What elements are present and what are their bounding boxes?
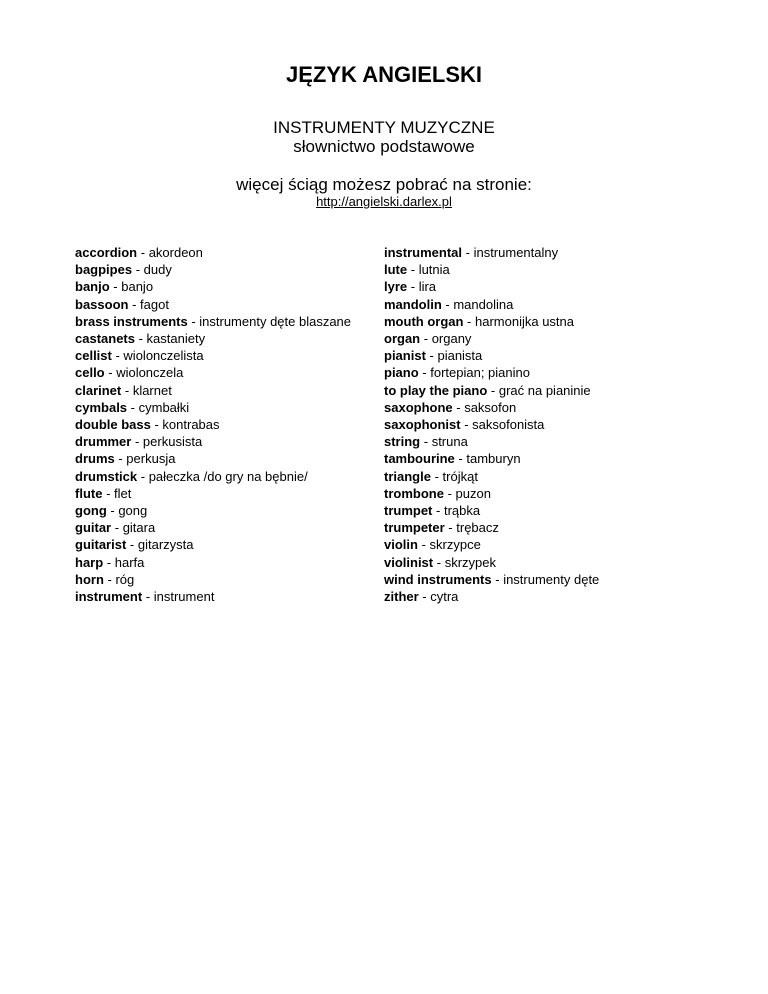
- polish-translation: skrzypek: [444, 554, 496, 570]
- english-term: drummer: [75, 434, 132, 450]
- polish-translation: tamburyn: [466, 451, 521, 467]
- english-term: zither: [384, 589, 419, 605]
- term-separator: -: [132, 262, 144, 278]
- vocabulary-entry: [75, 399, 351, 416]
- term-separator: -: [134, 331, 147, 347]
- vocabulary-entry: [384, 502, 599, 519]
- vocabulary-entry: [384, 485, 599, 502]
- polish-translation: cytra: [430, 589, 459, 605]
- polish-translation: flet: [114, 485, 132, 501]
- english-term: accordion: [75, 245, 138, 260]
- english-term: saxophone: [384, 399, 453, 415]
- vocabulary-column-right: [384, 244, 599, 605]
- vocabulary-entry: [384, 278, 599, 295]
- polish-translation: perkusista: [142, 434, 203, 450]
- term-separator: -: [131, 434, 143, 450]
- term-separator: -: [111, 348, 124, 364]
- polish-translation: harmonijka ustna: [475, 313, 574, 329]
- polish-translation: perkusja: [126, 451, 176, 467]
- vocabulary-entry: [384, 588, 599, 605]
- vocabulary-entry: [75, 330, 351, 347]
- polish-translation: skrzypce: [429, 537, 481, 553]
- vocabulary-entry: [75, 347, 351, 364]
- polish-translation: trójkąt: [442, 468, 478, 484]
- vocabulary-column-left: [75, 244, 351, 605]
- english-term: saxophonist: [384, 417, 461, 433]
- term-separator: -: [109, 279, 122, 295]
- term-separator: -: [407, 279, 419, 295]
- term-separator: -: [420, 331, 432, 347]
- english-term: violin: [384, 537, 418, 553]
- english-term: gong: [75, 503, 107, 519]
- polish-translation: lira: [418, 279, 437, 295]
- english-term: harp: [75, 554, 104, 570]
- polish-translation: gitarzysta: [137, 537, 194, 553]
- term-separator: -: [137, 468, 149, 484]
- vocabulary-entry: [75, 244, 351, 261]
- term-separator: -: [127, 399, 139, 415]
- vocabulary-entry: [75, 450, 351, 467]
- term-separator: -: [126, 537, 138, 553]
- vocabulary-entry: [384, 571, 599, 588]
- term-separator: -: [487, 382, 499, 398]
- polish-translation: banjo: [121, 279, 154, 295]
- polish-translation: klarnet: [132, 382, 172, 398]
- polish-translation: gong: [118, 503, 148, 519]
- polish-translation: mandolina: [453, 296, 514, 312]
- term-separator: -: [103, 571, 116, 587]
- english-term: piano: [384, 365, 419, 381]
- english-term: instrumental: [384, 245, 463, 260]
- english-term: clarinet: [75, 382, 122, 398]
- polish-translation: trąbka: [443, 503, 481, 519]
- term-separator: -: [142, 589, 154, 605]
- vocabulary-entry: [75, 364, 351, 381]
- english-term: bagpipes: [75, 262, 133, 278]
- vocabulary-entry: [75, 485, 351, 502]
- english-term: lute: [384, 262, 408, 278]
- english-term: cellist: [75, 348, 112, 364]
- vocabulary-entry: [75, 519, 351, 536]
- english-term: castanets: [75, 331, 135, 347]
- vocabulary-entry: [384, 554, 599, 571]
- term-separator: -: [452, 399, 465, 415]
- term-separator: -: [128, 296, 141, 312]
- polish-translation: struna: [431, 434, 468, 450]
- polish-translation: róg: [115, 571, 135, 587]
- polish-translation: puzon: [455, 485, 491, 501]
- vocabulary-entry: [384, 450, 599, 467]
- polish-translation: instrument: [153, 589, 215, 605]
- english-term: horn: [75, 571, 104, 587]
- term-separator: -: [463, 313, 475, 329]
- topic-subheading: słownictwo podstawowe: [293, 137, 475, 156]
- english-term: tambourine: [384, 451, 455, 467]
- polish-translation: organy: [431, 331, 472, 347]
- vocabulary-entry: [75, 502, 351, 519]
- term-separator: -: [430, 468, 443, 484]
- vocabulary-entry: [384, 468, 599, 485]
- term-separator: -: [432, 503, 444, 519]
- polish-translation: lutnia: [418, 262, 450, 278]
- english-term: lyre: [384, 279, 408, 295]
- term-separator: -: [121, 382, 133, 398]
- english-term: to play the piano: [384, 382, 488, 398]
- english-term: cello: [75, 365, 105, 381]
- polish-translation: instrumenty dęte: [503, 571, 600, 587]
- polish-translation: fagot: [140, 296, 169, 312]
- term-separator: -: [187, 313, 200, 329]
- vocabulary-entry: [384, 416, 599, 433]
- polish-translation: fortepian; pianino: [430, 365, 530, 381]
- term-separator: -: [454, 451, 467, 467]
- term-separator: -: [150, 417, 163, 433]
- term-separator: -: [441, 296, 454, 312]
- vocabulary-entry: [384, 244, 599, 261]
- english-term: wind instruments: [384, 571, 492, 587]
- vocabulary-entry: [75, 588, 351, 605]
- vocabulary-entry: [384, 536, 599, 553]
- term-separator: -: [111, 520, 123, 536]
- vocabulary-entry: [384, 296, 599, 313]
- term-separator: -: [460, 417, 473, 433]
- polish-translation: cymbałki: [138, 399, 190, 415]
- polish-translation: instrumentalny: [473, 245, 559, 260]
- english-term: violinist: [384, 554, 434, 570]
- vocabulary-entry: [75, 433, 351, 450]
- vocabulary-entry: [75, 382, 351, 399]
- english-term: double bass: [75, 417, 151, 433]
- term-separator: -: [137, 245, 149, 260]
- english-term: mouth organ: [384, 313, 464, 329]
- term-separator: -: [443, 485, 456, 501]
- term-separator: -: [407, 262, 419, 278]
- english-term: flute: [75, 485, 103, 501]
- term-separator: -: [433, 554, 445, 570]
- term-separator: -: [103, 554, 115, 570]
- vocabulary-entry: [75, 571, 351, 588]
- vocabulary-entry: [75, 468, 351, 485]
- english-term: guitarist: [75, 537, 127, 553]
- term-separator: -: [104, 365, 117, 381]
- vocabulary-entry: [384, 433, 599, 450]
- term-separator: -: [106, 503, 119, 519]
- vocabulary-entry: [384, 261, 599, 278]
- vocabulary-entry: [384, 347, 599, 364]
- vocabulary-entry: [384, 330, 599, 347]
- english-term: bassoon: [75, 296, 129, 312]
- vocabulary-entry: [384, 382, 599, 399]
- polish-translation: gitara: [122, 520, 156, 536]
- polish-translation: akordeon: [148, 245, 203, 260]
- polish-translation: wiolonczela: [116, 365, 184, 381]
- english-term: trombone: [384, 485, 444, 501]
- term-separator: -: [462, 245, 474, 260]
- vocabulary-entry: [384, 364, 599, 381]
- term-separator: -: [425, 348, 438, 364]
- english-term: string: [384, 434, 421, 450]
- polish-translation: kastaniety: [146, 331, 206, 347]
- term-separator: -: [102, 485, 115, 501]
- vocabulary-entry: [75, 278, 351, 295]
- polish-translation: wiolonczelista: [123, 348, 204, 364]
- website-link-row: [0, 194, 768, 210]
- polish-translation: harfa: [114, 554, 145, 570]
- term-separator: -: [418, 589, 431, 605]
- vocabulary-entry: [75, 313, 351, 330]
- vocabulary-entry: [75, 296, 351, 313]
- vocabulary-entry: [384, 519, 599, 536]
- english-term: guitar: [75, 520, 112, 536]
- english-term: drums: [75, 451, 115, 467]
- polish-translation: pianista: [437, 348, 483, 364]
- polish-translation: saksofon: [464, 399, 517, 415]
- term-separator: -: [418, 365, 431, 381]
- english-term: drumstick: [75, 468, 138, 484]
- english-term: instrument: [75, 589, 143, 605]
- vocabulary-entry: [75, 261, 351, 278]
- term-separator: -: [491, 571, 504, 587]
- download-note: więcej ściąg możesz pobrać na stronie:: [236, 175, 532, 194]
- english-term: trumpet: [384, 503, 433, 519]
- english-term: cymbals: [75, 399, 128, 415]
- polish-translation: pałeczka /do gry na bębnie/: [148, 468, 308, 484]
- polish-translation: grać na pianinie: [498, 382, 591, 398]
- english-term: pianist: [384, 348, 426, 364]
- english-term: mandolin: [384, 296, 442, 312]
- english-term: organ: [384, 331, 421, 347]
- english-term: trumpeter: [384, 520, 445, 536]
- term-separator: -: [417, 537, 430, 553]
- polish-translation: saksofonista: [472, 417, 545, 433]
- vocabulary-entry: [75, 536, 351, 553]
- term-separator: -: [114, 451, 127, 467]
- website-link[interactable]: http://angielski.darlex.pl: [316, 194, 452, 209]
- polish-translation: trębacz: [456, 520, 499, 536]
- topic-heading: INSTRUMENTY MUZYCZNE: [273, 118, 495, 137]
- page-title: JĘZYK ANGIELSKI: [286, 62, 482, 87]
- term-separator: -: [444, 520, 457, 536]
- vocabulary-entry: [75, 416, 351, 433]
- polish-translation: dudy: [143, 262, 172, 278]
- vocabulary-entry: [75, 554, 351, 571]
- english-term: triangle: [384, 468, 431, 484]
- polish-translation: kontrabas: [162, 417, 220, 433]
- english-term: brass instruments: [75, 313, 188, 329]
- english-term: banjo: [75, 279, 110, 295]
- term-separator: -: [420, 434, 432, 450]
- vocabulary-entry: [384, 313, 599, 330]
- vocabulary-entry: [384, 399, 599, 416]
- polish-translation: instrumenty dęte blaszane: [199, 313, 352, 329]
